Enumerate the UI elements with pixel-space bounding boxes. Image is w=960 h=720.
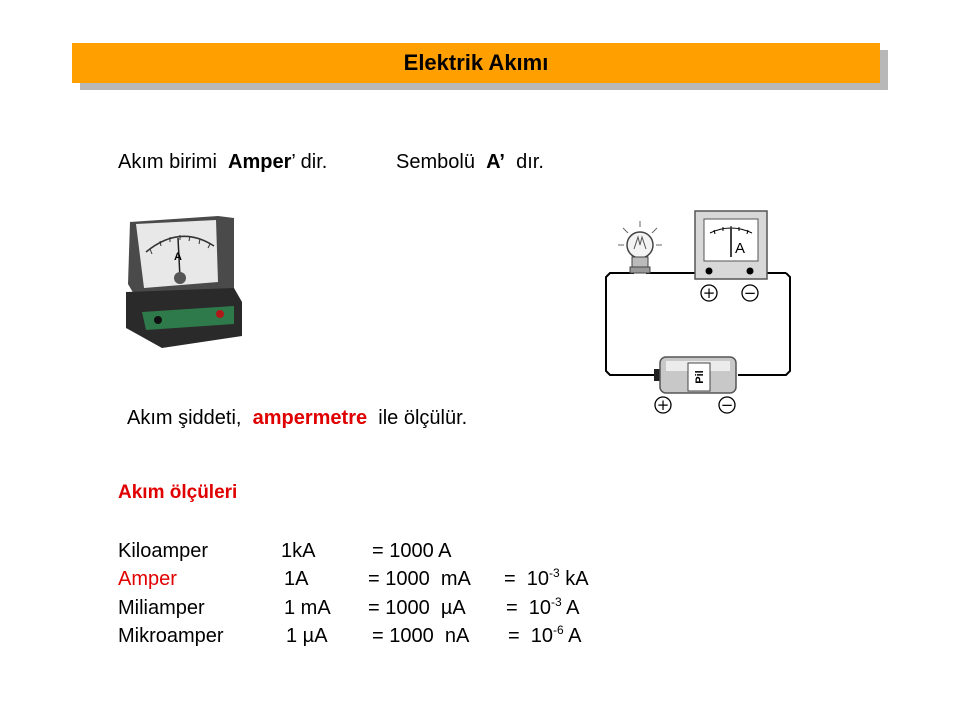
unit-eq2-exp: -3 <box>551 595 562 609</box>
unit-eq2 <box>506 597 580 620</box>
unit-eq2-exp: -6 <box>553 623 564 637</box>
unit-eq1: = 1000 mA <box>368 568 471 590</box>
unit-text-1: Akım birimi <box>118 151 217 173</box>
dial-letter: A <box>174 251 182 263</box>
unit-eq1: = 1000 A <box>372 540 452 562</box>
unit-eq2-exp: -3 <box>549 566 560 580</box>
title-bar <box>72 43 880 83</box>
unit-name: Mikroamper <box>118 625 224 647</box>
symbol-text-1: Sembolü <box>396 151 475 173</box>
symbol-line <box>396 151 544 174</box>
unit-line <box>118 151 327 174</box>
measure-instrument: ampermetre <box>252 407 368 429</box>
circuit-diagram <box>596 205 801 419</box>
unit-eq2-prefix: = 10 <box>504 568 550 590</box>
units-row <box>118 625 638 651</box>
unit-eq2-suffix: A <box>561 597 580 619</box>
ammeter-image <box>122 212 244 354</box>
symbol-text-2: dır. <box>516 151 544 173</box>
unit-eq1: = 1000 µA <box>368 597 466 619</box>
unit-eq2-prefix: = 10 <box>508 625 554 647</box>
battery-label: Pil <box>694 370 706 384</box>
unit-name: Kiloamper <box>118 540 209 562</box>
measure-line <box>127 407 467 430</box>
units-row <box>118 568 638 594</box>
measure-text-2: ile ölçülür. <box>378 407 468 429</box>
units-row <box>118 597 638 623</box>
ammeter-minus: − <box>743 284 757 302</box>
ammeter-symbol <box>695 211 767 279</box>
battery-minus: − <box>720 396 734 414</box>
units-heading: Akım ölçüleri <box>118 482 238 503</box>
unit-text-2: ’ dir. <box>291 151 328 173</box>
ammeter-plus: + <box>702 284 716 302</box>
unit-value: 1 µA <box>286 625 328 647</box>
unit-eq2-suffix: A <box>563 625 582 647</box>
ammeter-letter: A <box>735 240 746 257</box>
units-row <box>118 540 638 566</box>
lightbulb-icon <box>618 221 662 273</box>
unit-eq1: = 1000 nA <box>372 625 470 647</box>
unit-name-amper: Amper <box>228 151 292 173</box>
unit-eq2-suffix: kA <box>559 568 589 590</box>
slide-title: Elektrik Akımı <box>403 50 549 75</box>
battery-plus: + <box>656 396 670 414</box>
symbol-letter: A’ <box>486 151 505 173</box>
unit-name: Amper <box>118 568 177 590</box>
unit-value: 1A <box>284 568 309 590</box>
unit-name: Miliamper <box>118 597 205 619</box>
unit-eq2 <box>508 625 582 648</box>
unit-eq2-prefix: = 10 <box>506 597 552 619</box>
unit-value: 1kA <box>281 540 316 562</box>
unit-value: 1 mA <box>284 597 331 619</box>
battery-icon <box>654 357 736 393</box>
unit-eq2 <box>504 568 589 591</box>
measure-text-1: Akım şiddeti, <box>127 407 242 429</box>
